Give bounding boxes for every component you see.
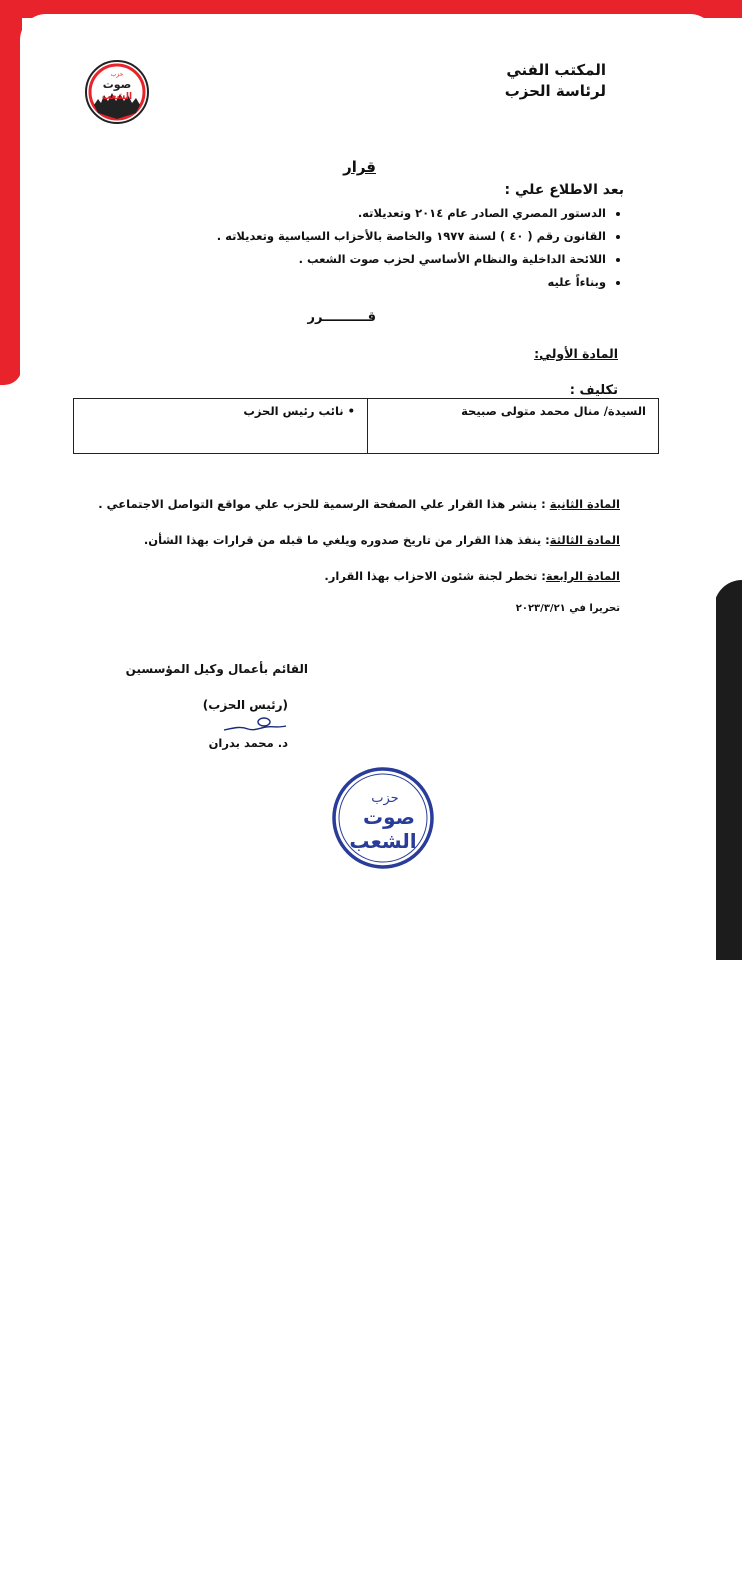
office-line-2: لرئاسة الحزب — [504, 82, 606, 100]
list-item: • وبناءاً عليه — [217, 271, 606, 294]
logo-text-bottom: الشعب — [101, 92, 133, 102]
logo-text-top: حزب — [110, 71, 124, 78]
right-dark-band — [714, 580, 742, 1574]
side-url: WWW.CMDSERV.COM — [733, 1470, 741, 1574]
list-item: • اللائحة الداخلية والنظام الأساسي لحزب صوت الشعب . — [217, 248, 606, 271]
list-item: • الدستور المصري الصادر عام ٢٠١٤ وتعديلاته. — [217, 202, 606, 225]
assignee-name-cell: السيدة/ منال محمد متولى صبيحة — [368, 399, 659, 454]
assignment-table — [73, 398, 659, 454]
article-3-label: المادة الثالثة — [549, 533, 620, 547]
office-heading — [505, 60, 606, 102]
preamble: بعد الاطلاع علي : — [504, 182, 624, 198]
stamp-line-1: حزب — [371, 791, 399, 806]
signatory-title: القائم بأعمال وكيل المؤسسين — [125, 662, 308, 676]
article-4 — [324, 569, 620, 583]
article-3 — [144, 533, 620, 547]
decision-title: قرار — [343, 158, 376, 176]
assignee-role-cell — [74, 399, 368, 454]
party-logo — [84, 59, 150, 125]
article-2-text: : ينشر هذا القرار علي الصفحة الرسمية للحزب علي مواقع التواصل الاجتماعي . — [98, 497, 550, 511]
signatory-name: د. محمد بدران — [208, 736, 288, 750]
preamble-list — [217, 202, 624, 294]
article-2 — [98, 497, 620, 511]
stamp-line-3: الشعب — [349, 829, 417, 853]
issue-date: تحريرا في ٢٠٢٣/٣/٢١ — [515, 603, 620, 614]
signatory-role: (رئيس الحزب) — [202, 698, 288, 712]
table-row — [74, 399, 659, 454]
article-2-label: المادة الثانية — [549, 497, 620, 511]
article-4-label: المادة الرابعة — [545, 569, 620, 583]
left-red-band — [0, 0, 22, 385]
article-3-text: : ينفذ هذا القرار من تاريخ صدوره ويلغي ما قبله من قرارات بهذا الشأن. — [143, 533, 550, 547]
document-page — [20, 14, 716, 960]
party-stamp — [329, 766, 437, 870]
signature-mark — [220, 714, 290, 738]
list-item: • القانون رقم ( ٤٠ ) لسنة ١٩٧٧ والخاصة بالأحزاب السياسية وتعديلاته . — [217, 225, 606, 248]
assignment-label: تكليف : — [569, 383, 618, 398]
office-line-1: المكتب الفني — [506, 61, 606, 79]
logo-text-main: صوت — [102, 78, 132, 91]
article-1-label: المادة الأولي: — [534, 346, 618, 361]
decides-heading: قــــــــــرر — [307, 310, 376, 325]
article-4-text: : تخطر لجنة شئون الاحزاب بهذا القرار. — [324, 569, 546, 583]
assignee-role: • نائب رئيس الحزب — [243, 404, 355, 418]
stamp-line-2: صوت — [363, 805, 415, 829]
